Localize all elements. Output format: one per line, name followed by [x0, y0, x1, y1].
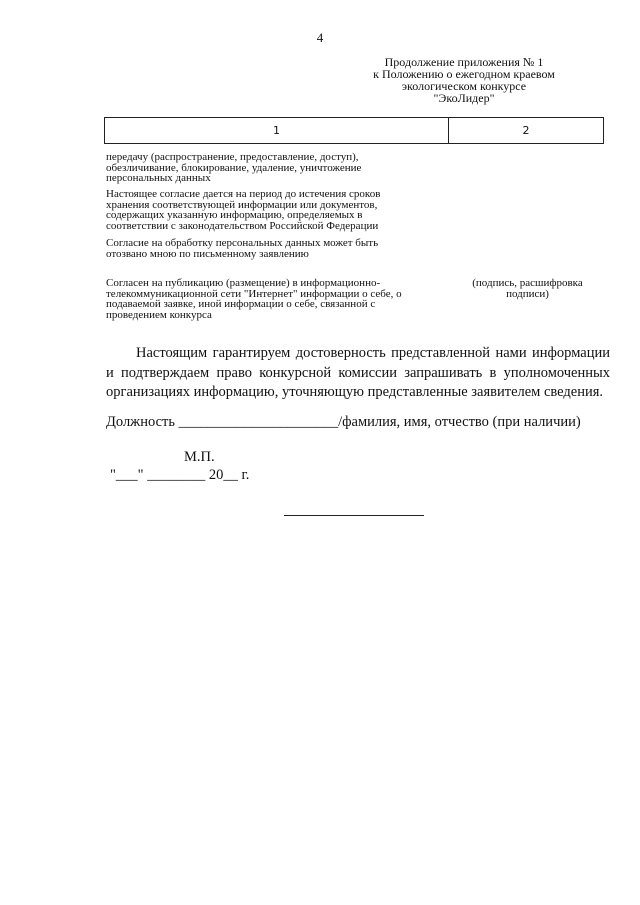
position-line: Должность ______________________/фамилия, имя, отчество (при наличии)	[106, 414, 581, 430]
stamp-place: М.П.	[184, 449, 215, 465]
header-line-4: "ЭкоЛидер"	[433, 91, 495, 105]
table-header-row	[104, 117, 604, 144]
paragraph-consent-period: Настоящее согласие дается на период до истечения сроков хранения соответствующей информации или документов, содержащих указанную информацию, определяемых в соответствии с законодательством Российской Федерации	[106, 188, 381, 232]
header-line-1: Продолжение приложения № 1	[384, 55, 544, 69]
header-line-3: экологическом конкурсе	[401, 79, 527, 93]
table-column-1-header: 1	[105, 118, 449, 143]
signature-note: (подпись, расшифровка подписи)	[472, 277, 583, 300]
appendix-header	[324, 56, 604, 104]
guarantee-paragraph: Настоящим гарантируем достоверность представленной нами информации и подтверждаем право конкурсной комиссии запрашивать в уполномоченных организациях информацию, уточняющую представленные заявителем сведения.	[106, 345, 610, 400]
page-number: 4	[316, 30, 324, 45]
signature-line	[284, 515, 424, 516]
date-line: "___" ________ 20__ г.	[110, 467, 250, 483]
table-column-2-header: 2	[522, 124, 530, 137]
header-line-2: к Положению о ежегодном краевом	[373, 67, 555, 81]
paragraph-publication-consent: Согласен на публикацию (размещение) в информационно- телекоммуникационной сети "Интернет" информации о себе, о подаваемой заявке, иной информации о себе, связанной с проведением конкурса	[106, 277, 402, 321]
paragraph-transfer: передачу (распространение, предоставление, доступ), обезличивание, блокирование, удаление, уничтожение персональных данных	[106, 151, 362, 184]
paragraph-consent-revocation: Согласие на обработку персональных данных может быть отозвано мною по письменному заявлению	[106, 237, 379, 260]
